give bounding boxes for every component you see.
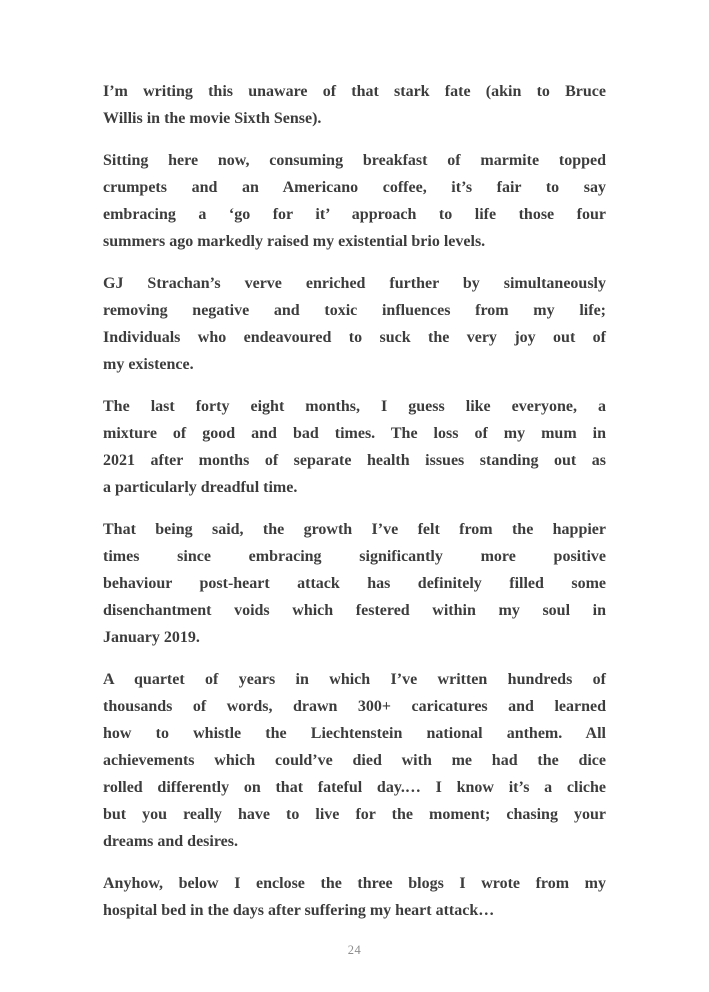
- text-line: my existence.: [103, 356, 194, 373]
- text-line: I’m writing this unaware of that stark fate (akin to Bruce: [103, 83, 606, 100]
- text-line: That being said, the growth I’ve felt from the happier: [103, 521, 606, 538]
- text-line: achievements which could’ve died with me had the dice: [103, 752, 606, 769]
- paragraph: [103, 393, 606, 501]
- text-line: thousands of words, drawn 300+ caricatures and learned: [103, 698, 606, 715]
- text-line: a particularly dreadful time.: [103, 479, 298, 496]
- text-line: A quartet of years in which I’ve written hundreds of: [103, 671, 606, 688]
- document-body: [103, 78, 606, 924]
- paragraph: [103, 516, 606, 651]
- page-footer: [0, 941, 709, 959]
- paragraph: [103, 147, 606, 255]
- text-line: Anyhow, below I enclose the three blogs I wrote from my: [103, 875, 606, 892]
- text-line: rolled differently on that fateful day.… I know it’s a cliche: [103, 779, 606, 796]
- text-line: 2021 after months of separate health issues standing out as: [103, 452, 606, 469]
- text-line: embracing a ‘go for it’ approach to life those four: [103, 206, 606, 223]
- paragraph: [103, 870, 606, 924]
- text-line: Sitting here now, consuming breakfast of marmite topped: [103, 152, 606, 169]
- text-line: crumpets and an Americano coffee, it’s fair to say: [103, 179, 606, 196]
- text-line: times since embracing significantly more positive: [103, 548, 606, 565]
- text-line: dreams and desires.: [103, 833, 238, 850]
- text-line: but you really have to live for the moment; chasing your: [103, 806, 606, 823]
- text-line: Individuals who endeavoured to suck the very joy out of: [103, 329, 606, 346]
- paragraph: [103, 666, 606, 855]
- text-line: January 2019.: [103, 629, 200, 646]
- text-line: removing negative and toxic influences from my life;: [103, 302, 606, 319]
- text-line: mixture of good and bad times. The loss of my mum in: [103, 425, 606, 442]
- text-line: The last forty eight months, I guess like everyone, a: [103, 398, 606, 415]
- text-line: behaviour post-heart attack has definitely filled some: [103, 575, 606, 592]
- text-line: how to whistle the Liechtenstein national anthem. All: [103, 725, 606, 742]
- text-line: disenchantment voids which festered within my soul in: [103, 602, 606, 619]
- paragraph: [103, 270, 606, 378]
- text-line: hospital bed in the days after suffering my heart attack…: [103, 902, 495, 919]
- text-line: summers ago markedly raised my existential brio levels.: [103, 233, 486, 250]
- text-line: GJ Strachan’s verve enriched further by simultaneously: [103, 275, 606, 292]
- text-line: Willis in the movie Sixth Sense).: [103, 110, 322, 127]
- paragraph: [103, 78, 606, 132]
- page-number: 24: [347, 943, 362, 957]
